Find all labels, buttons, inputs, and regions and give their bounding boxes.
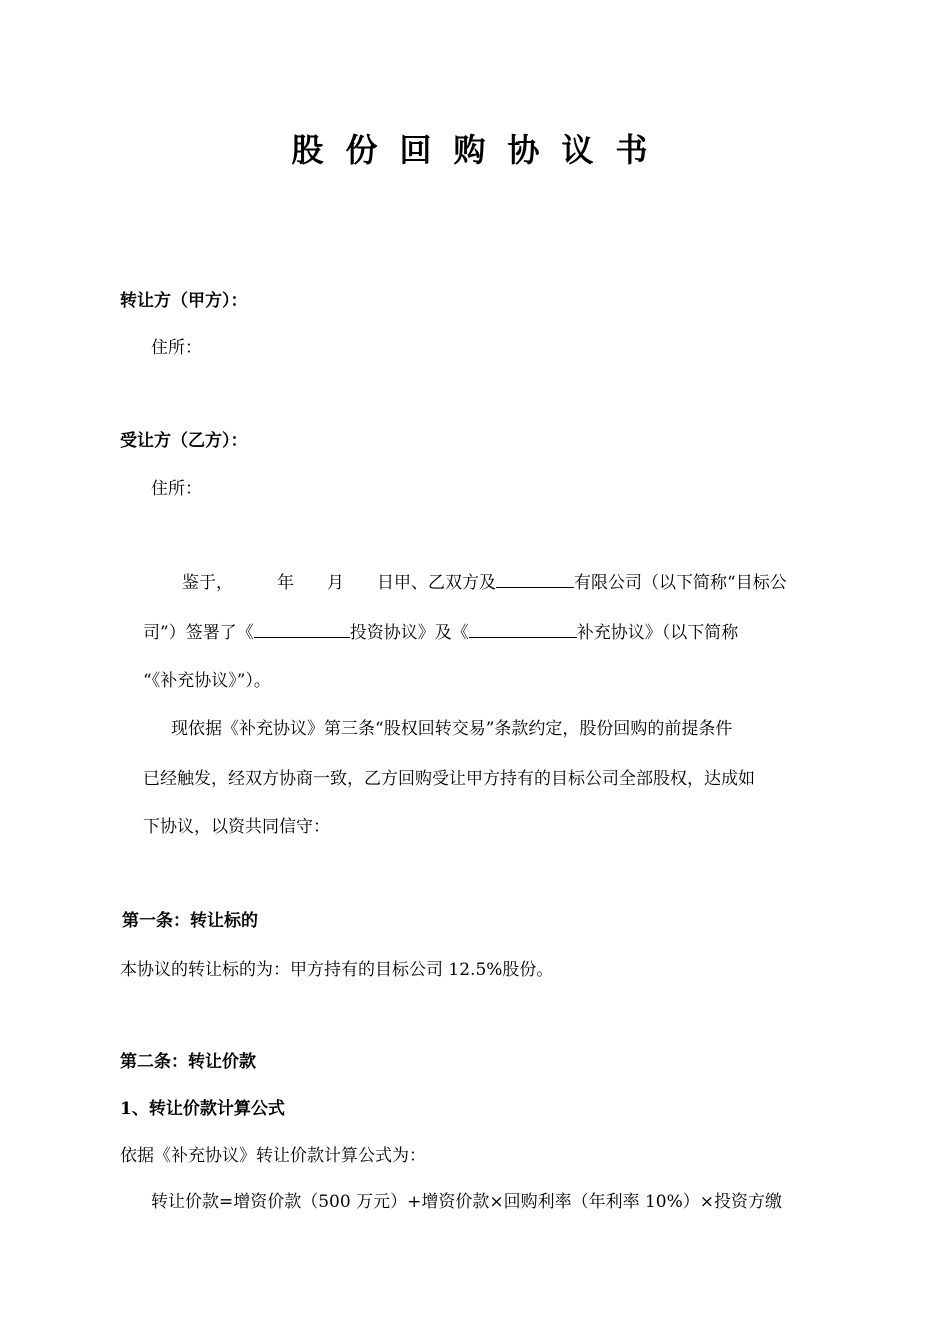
article-2-subheading: 1、转让价款计算公式 [120,1099,285,1119]
party-b-label: 受让方（乙方）： [120,431,248,451]
party-a-label: 转让方（甲方）： [120,291,248,311]
recital-1-line-2 [143,620,738,645]
recital-1-day-rest: 日甲、乙双方及 [377,573,496,593]
investment-agreement-blank [254,620,350,638]
supplementary-agreement-blank [469,620,577,638]
article-1-title: 第一条：转让标的 [122,911,258,931]
recital-1-start: 鉴于， [182,573,233,593]
recital-1-after-blank-2: 投资协议》及《 [349,623,469,643]
recital-2-line-3: 下协议，以资共同信守： [143,817,330,837]
party-b-address: 住所： [151,479,202,499]
recital-1-line-1 [182,570,787,595]
article-2-formula-intro: 依据《补充协议》转让价款计算公式为： [120,1146,426,1166]
company-name-blank [496,570,574,588]
recital-1-line2-start: 司”）签署了《 [143,623,254,643]
document-title: 股份回购协议书 [291,131,670,169]
party-a-address: 住所： [151,338,202,358]
article-2-title: 第二条：转让价款 [120,1052,256,1072]
article-2-formula: 转让价款=增资价款（500 万元）+增资价款×回购利率（年利率 10%）×投资方缴 [151,1192,783,1212]
recital-1-line-3: “《补充协议》”）。 [143,671,271,691]
recital-2-line-2: 已经触发，经双方协商一致，乙方回购受让甲方持有的目标公司全部股权，达成如 [143,769,755,789]
recital-2-line-1: 现依据《补充协议》第三条“股权回转交易”条款约定，股份回购的前提条件 [171,719,733,739]
article-1-body: 本协议的转让标的为：甲方持有的目标公司 12.5%股份。 [120,960,554,980]
recital-1-month: 月 [327,573,344,593]
recital-1-year: 年 [277,573,294,593]
recital-1-after-blank-3: 补充协议》（以下简称 [576,623,739,643]
recital-1-after-blank-1: 有限公司（以下简称“目标公 [574,573,787,593]
